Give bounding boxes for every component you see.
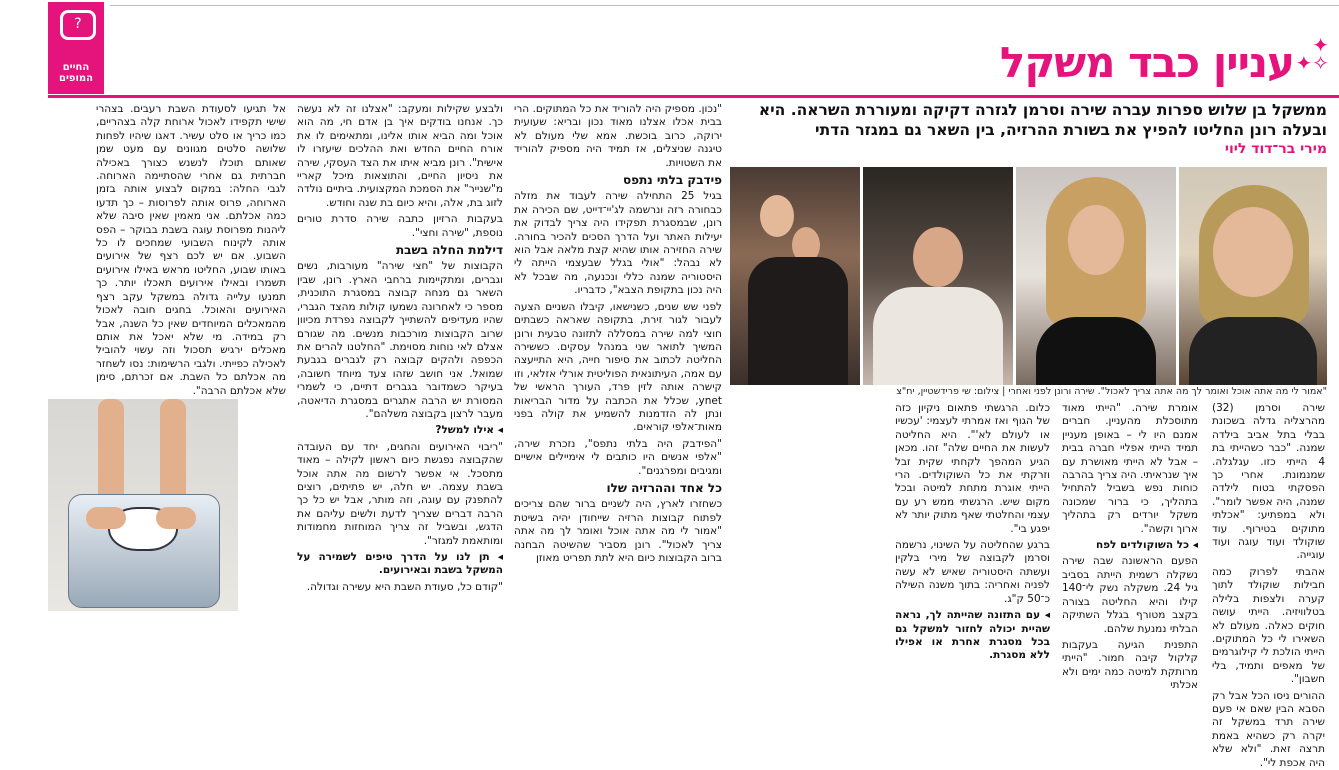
paragraph: "הפידבק היה בלתי נתפס", נזכרת שירה, "אלפי אנשים היו כותבים לי אימיילים אישיים ומגיבים ומפרגנים". xyxy=(514,437,722,477)
speech-bubble-icon: ? xyxy=(60,10,96,40)
paragraph: בגיל 25 התחילה שירה לעבוד את מזלה כבחורה רזה ונרשמה לג'יי־דייט, שם הכירה את רונן, שבמסגרת תפקידו היה צריך לבדוק את יעילות האתר ועל הדרך הסכים להכיר בחורה. שירה החזירה אותו שהיא קצת מלאה אבל הוא לא נבהל: "אולי בגלל שבעצמי הייתה לי היסטוריה שמנה כללי ונכנעה, מה שבכל לא היה נכון בתקופת הצבא", כדבריו. xyxy=(514,190,722,297)
stars-icon: ✦ ✧✦ xyxy=(1295,33,1329,75)
photo-strip xyxy=(730,167,1327,385)
column-4 xyxy=(514,103,722,616)
photo-shira-after xyxy=(1016,167,1176,385)
column-2 xyxy=(1062,402,1198,692)
column-1 xyxy=(1212,402,1325,769)
paragraph: כלום. הרגשתי פתאום ניקיון כזה של הגוף ואז אמרתי לעצמי: 'עכשיו או לעולם לא'". היא החליטה לעשות את החיים שלה" זהו. מכאן הגיע המהפך לקחתי שקית זבל וזרקתי את כל השוקולדים. הרי הייתי אוגרת מתחת למיטה ובכל מקום שיש. הרגשתי ממש רע עם עצמי והחלטתי שאף מתוק יותר לא יפגע בי". xyxy=(895,402,1050,535)
section-label-line2: המופים xyxy=(58,73,94,84)
subheading: כל אחד וההרזיה שלו xyxy=(606,480,722,495)
column-5 xyxy=(297,103,503,616)
subheading: דילמת החלה בשבת xyxy=(395,243,503,258)
top-divider xyxy=(110,5,1339,6)
paragraph: "קודם כל, סעודת השבת היא עשירה וגדולה. xyxy=(306,580,503,593)
interview-question: ◂ עם התזונה שהייתה לך, נראה שהיית יכולה לחזור למשקל גם בכל מסגרת אחרת או אפילו ללא מסגרת. xyxy=(895,609,1050,662)
paragraph: ההורים ניסו הכל אבל רק הסבא הבין שאם אי פעם שירה תרד במשקל זה יקרה רק כשהיא באמת תרצה זאת. "ולא שלא היה אכפת לי". xyxy=(1212,689,1325,769)
paragraph: ברגע שהחליטה על השינוי, נרשמה וסרמן לקבוצה של מירי בלקין ועשתה היסטוריה שאיש לא עשה לפניה ואחריה: בתוך משנה השילה כ־50 ק"ג. xyxy=(895,539,1050,605)
paragraph: ולבצע שקילות ומעקב: "אצלנו זה לא נעשה כך. אנחנו בודקים איך בן אדם חי, מה הוא אוכל ומה הביא אותו אלינו, ומתאימים לו את אורח החיים החדש ואת ההלכים שיעזרו לו אישית". רונן מביא איתו את הצד העסקי, שירה את ניסיון החיים, והתוצאות מיכל קאריי מ"שנייר" את הסמכת המקצועית. ביתיים נולדה לזוג בת, אלה, והיא כיום בת שנה וחודש. xyxy=(297,103,503,209)
interview-question: ◂ אילו למשל? xyxy=(435,424,503,437)
scale-photo xyxy=(48,399,238,611)
section-icon xyxy=(48,2,104,94)
column-6 xyxy=(96,103,286,397)
section-label xyxy=(48,62,104,84)
section-label-line1: החיים xyxy=(62,62,90,73)
paragraph: כשחזרו לארץ, היה לשניים ברור שהם צריכים לפתוח קבוצות הרזיה שייחודן יהיה בשיטת "אמור לי מה אתה אוכל ואומר לך מה אתה צריך לאכול". רונן מסביר שהשיטה הבחנה ברוב הקבוצות כיום היא לתת תפריט מאוזן xyxy=(514,498,722,564)
paragraph: "נכון. מספיק היה להוריד את כל המתוקים. הרי בבית אכלו אצלנו מאוד נכון ובריא: שעועית ירוקה, כרוב בוכשת. אמא שלי מעולם לא טיגנה שניצלים, אז תמיד היה מספיק להוריד את השטויות. xyxy=(514,103,722,169)
paragraph: בעקבות הרזיון כתבה שירה סדרת טורים נוספת, "שירה וחצי". xyxy=(297,213,503,239)
paragraph: אל תגיעו לסעודת השבת רעבים. בצהרי שישי תקפידו לאכול ארוחת קלה בצהריים, כמו כריך או סלט עשיר. דאגו שיהיו לפחות שלושה סלטים מגוונים עם מעט שמן שאותם תוכלו לנשנש כצורך באכילה חברתית גם אחרי שהסתיימה הארוחה. לגבי החלה: במקום לבצוע אותה בזמן הארוחה, פרוס אותה לפרוסות – כך תדעו כמה אכלתם. אני מאמין שאין סיבה שלא ליהנות מפרוסת עוגה בשבת בבוקר – הפס אותה לקינוח השבועי שמחכים לו כל השבוע. אם יש לכם רצף של אירועים באותו שבוע, החליטו מראש באילו אירועים תשמרו ובאילו אירועים תאכלו יותר. כך תמנעו עלייה גדולה במשקל עקב רצף האירועים והאוכל. בחגים חובה לאכול מהמאכלים המיוחדים שאין כל השנה, אבל רק במידה. מי שלא יאכל את אותם מאכלים ירגיש תסכול וזה עשוי להוביל לאכילה כפייתי. ולגבי הרשימות: נסו לשחזר מה אכלתם כל השבת. אם זכרתם, סימן שלא אכלתם הרבה". xyxy=(96,103,286,397)
paragraph: אומרת שירה. "הייתי מאוד מתוסכלת מהעניין. חברים אמנם היו לי – באופן מעניין תמיד הייתי אפליי חברה בבית – אבל לא הייתי מאושרת עם איך שנראיתי. היה צריך בהרבה כוחות נפש בשביל להתחיל בתהליך, כי ברור שמכונה משקל יורדים רק בתהליך ארוך וקשה". xyxy=(1062,402,1198,535)
photo-shira-before xyxy=(1179,167,1327,385)
interview-question: ◂ תן לנו על הדרך טיפים לשמירה על המשקל בשבת ובאירועים. xyxy=(297,551,503,577)
interview-question: ◂ כל השוקולדים לפח xyxy=(1095,539,1198,552)
paragraph: אהבתי לפרוק כמה חבילות שוקולד לתוך קערה ולצפות בלילה בטלוויזיה. הייתי עושה חוקים כאלה. מעולם לא השאירו לי כל המתוקים. הייתי הולכת לי קילוגרמים של מאפים ותמיד, בלי חשבון". xyxy=(1212,565,1325,686)
paragraph: לפני שש שנים, כשנישאו, קיבלו השניים הצעה לעבור לגור זירת, בתקופה שאראה כשבתים חוצי למה שירה במסללה לתזונה טבעית ורונן המשיך לתואר שני במנהל עסקים. כששירה החליטה לכתוב את סיפור חייה, היא התייעצה עם אמה, העיתונאית הפוליטית אורלי אזלאי, וזו קישרה אותה לזין פרד, העורך הראשי של ynet, שכלל את הכתבה על מדור הבריאות ונתן לה הזדמנות להשמיע את קולה בפני מאות־אלפי קוראים. xyxy=(514,300,722,434)
subheading: פידבק בלתי נתפס xyxy=(623,173,722,188)
paragraph: התפנית הגיעה בעקבות קלקול קיבה חמור. "הייתי מרותקת למיטה כמה ימים ולא אכלתי xyxy=(1062,638,1198,692)
subheadline: ממשקל בן שלוש ספרות עברה שירה וסרמן לגזרה דקיקה ומעוררת השראה. היא ובעלה רונן החליטו להפיץ את בשורת ההרזיה, בין השאר גם במגזר הדתי xyxy=(758,101,1327,139)
paragraph: הפעם הראשונה שבה שירה נשקלה רשמית הייתה בסביב גיל 24. משקלה נשק לי־140 קילו והיא החליטה בצורה בקצב מטורף בגלל השתיקה הבלתי נמנעת שלהם. xyxy=(1062,555,1198,635)
photo-couple-before xyxy=(863,167,1013,385)
paragraph: שירה וסרמן (32) מהרצליה גדלה בשכונת בבלי בתל אביב בילדה שמנה. "כבר כשהייתי בת 4 הייתי כזו. עגלגלה. שמנמונת. אחרי כך הפסקתי בטוח לילדה שמנה, היה אפשר לומר". ולא במפתיע: "אכלתי מתוקים בטירוף. עוד שוקולד ועוד עוגה ועוד עוגייה. xyxy=(1212,402,1325,562)
photo-caption: "אמור לי מה אתה אוכל ואומר לך מה אתה צריך לאכול". שירה ורונן לפני ואחרי | צילום: שי פרידשטיין, יח"צ xyxy=(896,386,1327,397)
paragraph: "ריבוי האירועים והחגים, יחד עם העובדה שהקבוצה נפגשת כיום ראשון לקילה – מאוד מתסכל. אי אפשר לרשום מה אתה אוכל בשבת עצמה. יש חלה, יש פתיתים, רוצים להתפנק עם עוגה, וזה מותר, אבל יש כל כך הרבה דברים שצריך לדעת ולשים עליהם את הדגש, ובשביל זה צריך המוחזות מחמודות ומותאמת למגזר". xyxy=(297,440,503,547)
paragraph: הקבוצות של "חצי שירה" מעורבות, נשים וגברים, ומתקיימות ברחבי הארץ. רונן, שבין השאר גם מנחה קבוצה במסגרת התוכנית, מספר כי לאחרונה נשמעו קולות מהצד הגברי, שהיו מעדיפים להשתייך לקבוצה נפרדת מכיוון שרוב הקבוצות מורכבות מנשים. מה שגורם אצלם לאי נוחות מסוימת. "החלטנו להרים את הכפפה ולהקים קבוצה רק לגברים בגבעת שמואל. אני חושב שזהו צעד מיוחד חשובה, בעיקר כשמדובר בגברים דתיים, כי לשמרי המסורת יש הרבה אתגרים במסגרת הדיאטה, מעבר לרצון בקבוצה משלהם". xyxy=(297,260,503,420)
headline: עניין כבד משקל xyxy=(999,38,1294,87)
byline: מירי בר־דוד ליוי xyxy=(1224,141,1327,157)
photo-couple-after xyxy=(730,167,860,385)
column-3 xyxy=(895,402,1050,662)
headline-rule xyxy=(48,95,1339,98)
